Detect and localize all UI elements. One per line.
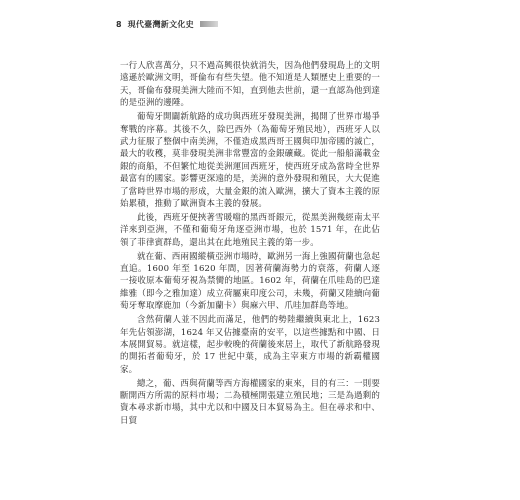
header-decoration-bar — [200, 21, 218, 27]
paragraph-4: 就在葡、西兩國縱橫亞洲市場時，歐洲另一海上強國荷蘭也急起直追。1600 年至 1620 年間，因著荷蘭海勢力的衰落，荷蘭人逐一接收原本葡萄牙視為禁臠的地區。1602 年，荷蘭在爪哇島的巴達維雅（即今之雅加達）成立荷屬東印度公司，未幾，荷蘭又陸續向葡萄牙奪取摩鹿加（今新加蘭卡）與麻六甲、爪哇加群島等地。 — [120, 251, 380, 312]
running-header — [116, 18, 218, 30]
page-number: 8 — [116, 19, 122, 29]
paragraph-1: 一行人欣喜萬分，只不過高興很快就消失，因為他們發現島上的文明遠遜於歐洲文明，哥倫布有些失望。他不知道是人類歷史上重要的一天，哥倫布發現美洲大陸而不知，直到他去世前，還一直認為他到達的是亞洲的邊陲。 — [120, 61, 380, 109]
paragraph-5: 含然荷蘭人並不因此而滿足，他們的勢陸繼續與東北上，1623 年先佔領澎湖，1624 年又佔據臺南的安平，以這些據點和中國、日本展開貿易。就這樣，起步較晚的荷蘭後來居上，取代了新航路發現的開拓者葡萄牙，於 17 世紀中葉，成為主宰東方市場的新霸權國家。 — [120, 315, 380, 375]
paragraph-2: 葡萄牙開闢新航路的成功與西班牙發現美洲，揭開了世界市場爭奪戰的序幕。其後不久，除巴西外（為葡萄牙殖民地），西班牙人以武力征服了整個中南美洲，不僅造成黑西哥王國與印加帝國的滅亡，最大的收穫，莫非發現美洲非常豐富的金銀礦藏。從此一船船滿載金銀的商船，不但繁忙地從美洲運回西班牙，使西班牙成為當時全世界最富有的國家。影響更深遠的是，美洲的意外發現和殖民，大大促進了當時世界市場的形成，大量金銀的流入歐洲，擴大了資本主義的原始累積，推動了歐洲資本主義的發展。 — [120, 112, 380, 209]
book-title: 現代臺灣新文化史 — [127, 19, 194, 29]
paragraph-6: 總之，葡、西與荷蘭等西方海權國家的東來，目的有三：一則要斷開西方所需的原料市場；二為積極開張建立殖民地；三是為過剩的資本尋求新市場，其中尤以和中國及日本貿易為主。但在尋求和中、日貿 — [120, 378, 380, 426]
paragraph-3: 此後，西班牙便挾著雪暖噹的黑西哥銀元，從黑美洲幾經南太平洋來到亞洲，不僅和葡萄牙角逐亞洲市場，也於 1571 年，在此佔領了菲律賓群島，還出其在此地殖民主義的第一步。 — [120, 212, 380, 248]
body-text — [120, 60, 380, 429]
